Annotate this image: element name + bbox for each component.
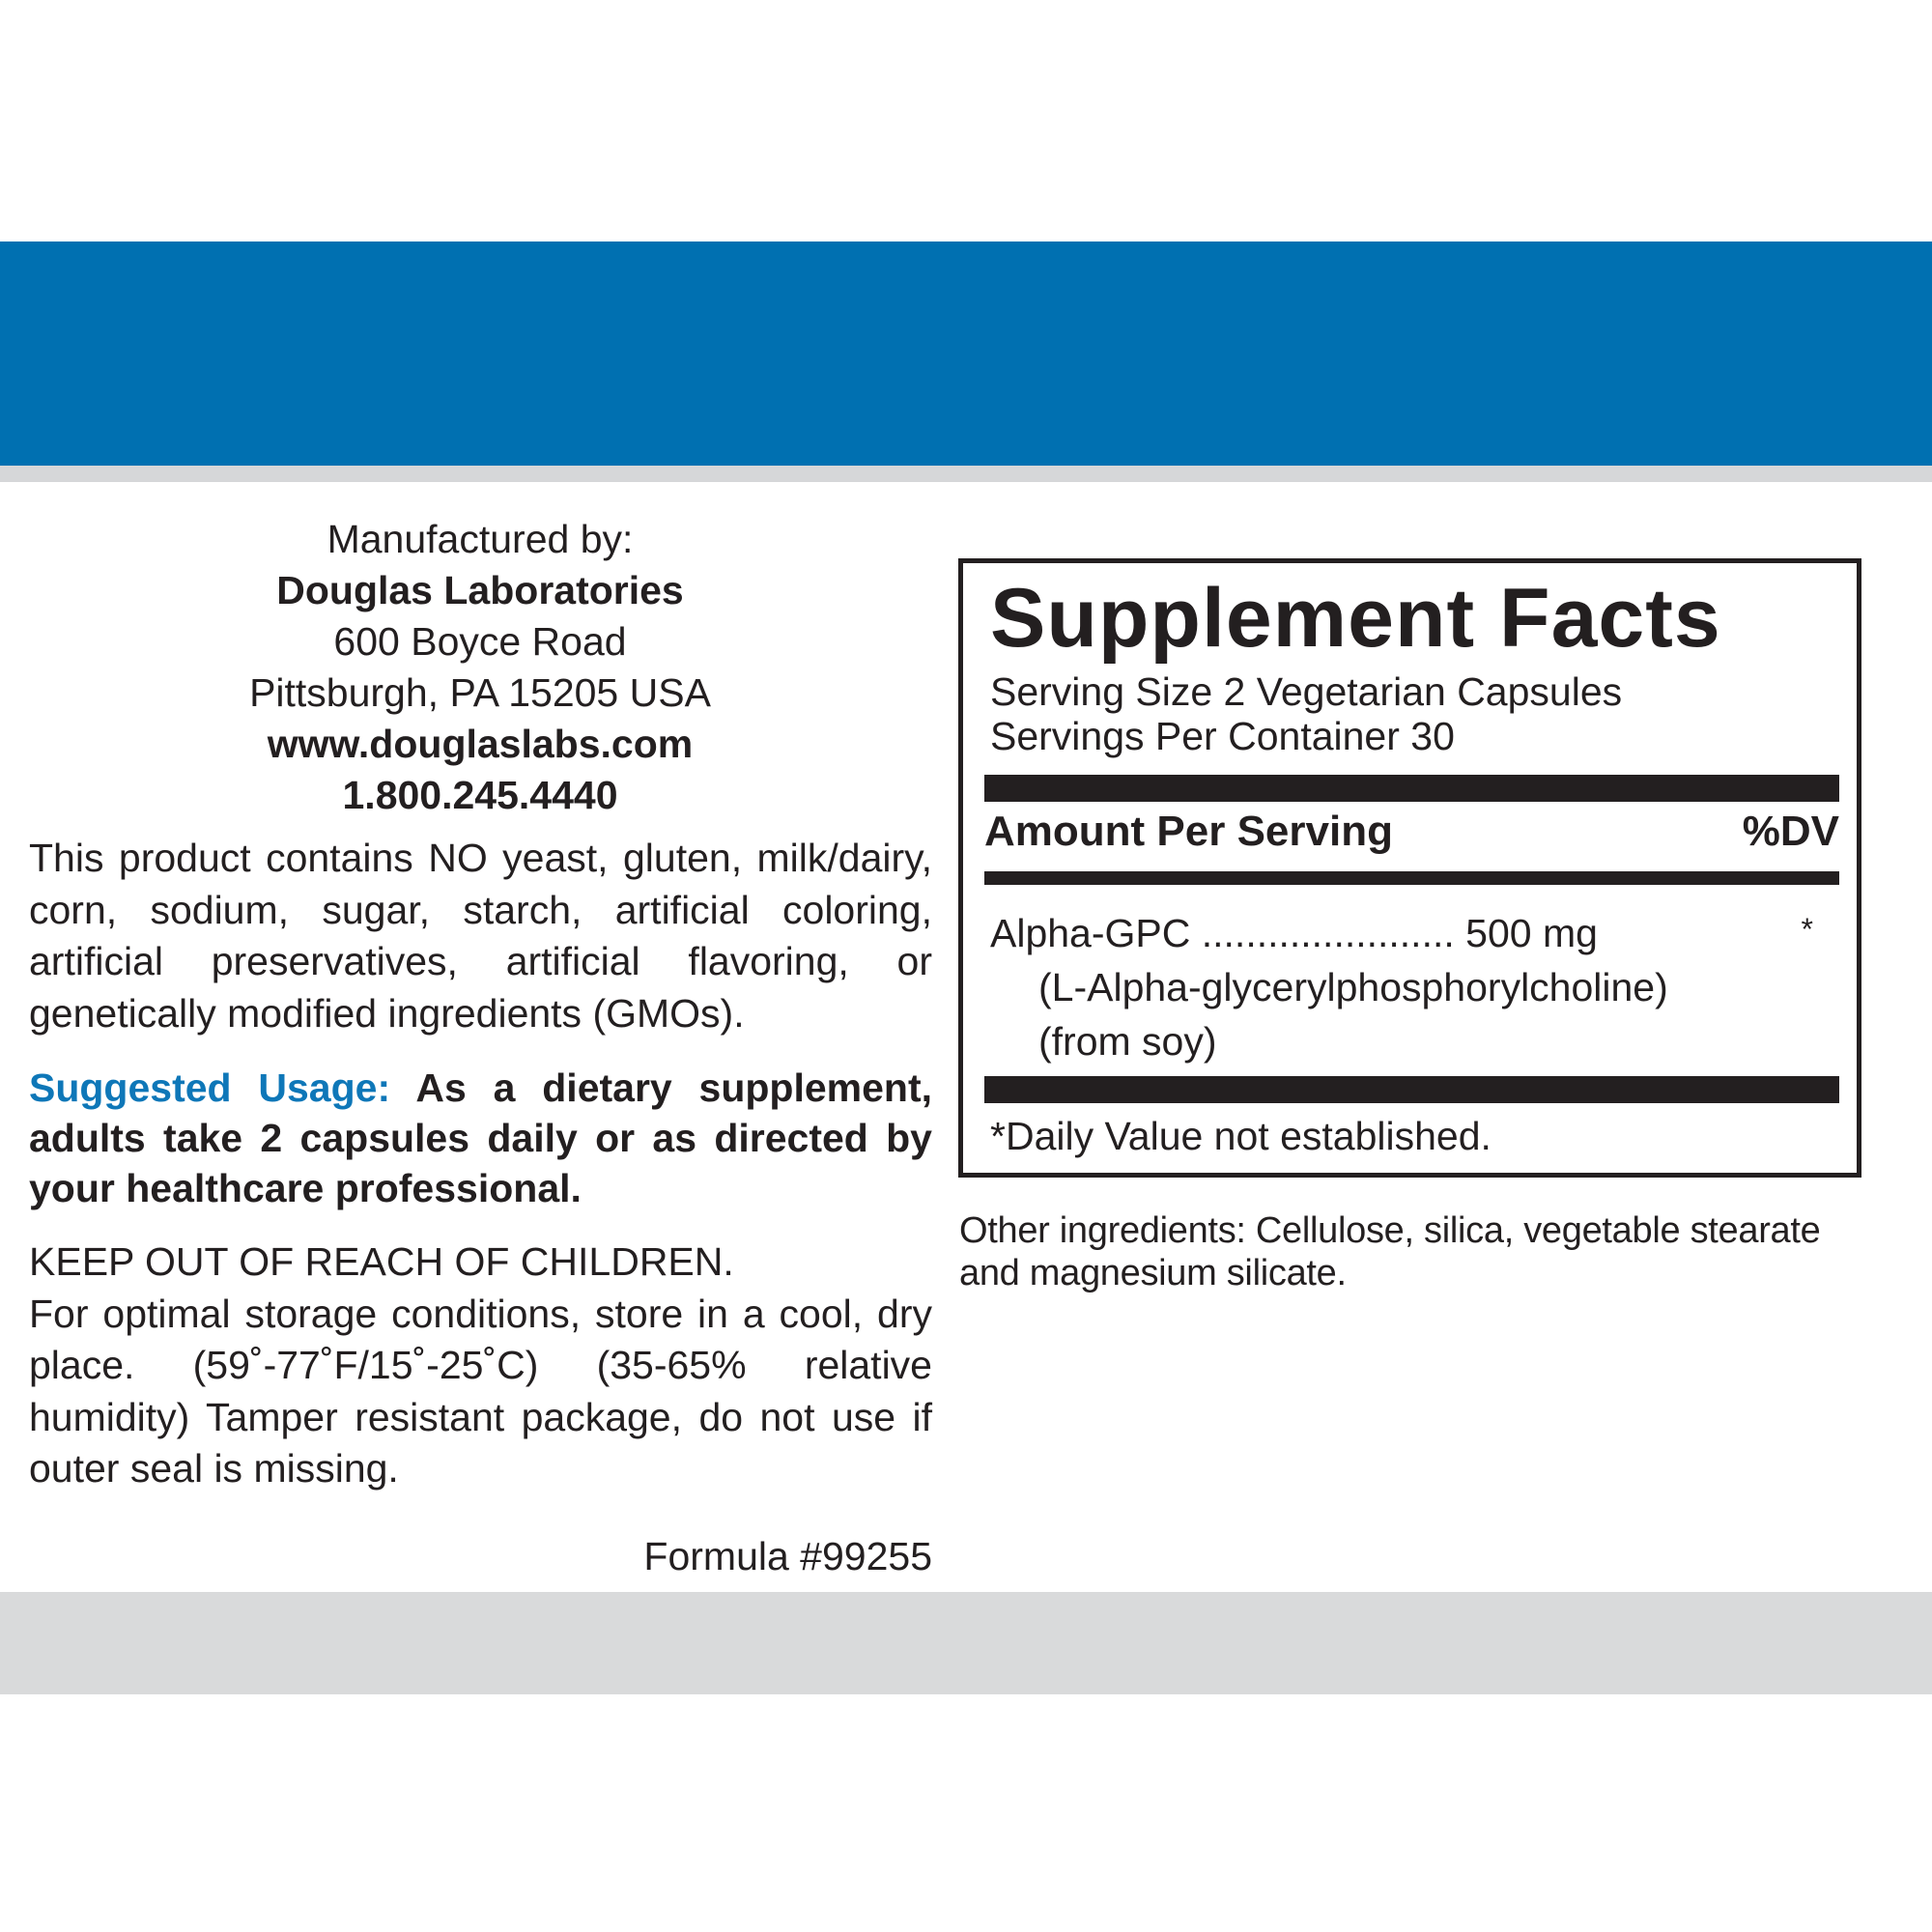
free-from-statement: This product contains NO yeast, gluten, milk/dairy, corn, sodium, sugar, starch, artificial coloring, artificial preservatives, artificial flavoring, or genetically modified ingredients (GMOs). [29,836,932,1036]
nutrient-row [990,906,1831,1068]
supplement-facts-panel [958,558,1861,1178]
facts-divider-thin [984,871,1839,885]
suggested-usage-text: As a dietary supplement, adults take 2 capsules daily or as directed by your healthcare professional. [29,1065,932,1210]
label-left-column [29,514,932,1579]
header-gray-stripe [0,466,1932,482]
formula-number: Formula #99255 [643,1533,932,1578]
nutrient-chemical-name: (L-Alpha-glycerylphosphorylcholine) [1038,965,1668,1009]
manufacturer-street: 600 Boyce Road [333,619,627,664]
serving-info [990,669,1622,758]
manufacturer-block [28,514,932,821]
nutrient-source: (from soy) [1038,1019,1217,1064]
suggested-usage-label: Suggested Usage: [29,1065,391,1110]
storage-warning [29,1236,932,1495]
facts-divider-thick [984,775,1839,802]
amount-per-serving-header: Amount Per Serving [984,808,1393,855]
amount-header-row [984,808,1839,856]
storage-text: For optimal storage conditions, store in a cool, dry place. (59˚-77˚F/15˚-25˚C) (35-65% relative humidity) Tamper resistant package, do not use if outer seal is missing. [29,1291,932,1491]
keep-out-warning: KEEP OUT OF REACH OF CHILDREN. [29,1239,734,1284]
manufacturer-website: www.douglaslabs.com [267,722,694,766]
other-ingredients: Other ingredients: Cellulose, silica, vegetable stearate and magnesium silicate. [959,1210,1821,1293]
daily-value-header: %DV [1742,808,1839,855]
manufacturer-city: Pittsburgh, PA 15205 USA [249,670,711,715]
header-blue-band [0,242,1932,466]
nutrient-dv: * [1801,912,1813,947]
footer-gray-band [0,1592,1932,1694]
manufacturer-name: Douglas Laboratories [276,568,684,612]
serving-size: Serving Size 2 Vegetarian Capsules [990,669,1623,714]
supplement-facts-title: Supplement Facts [990,572,1721,665]
daily-value-footnote: *Daily Value not established. [990,1114,1492,1158]
suggested-usage [29,1063,932,1213]
manufacturer-phone: 1.800.245.4440 [342,773,618,817]
facts-divider-bottom [984,1076,1839,1103]
nutrient-name-amount: Alpha-GPC ....................... 500 mg [990,911,1598,955]
manufacturer-label: Manufactured by: [327,517,634,561]
servings-per-container: Servings Per Container 30 [990,714,1455,758]
